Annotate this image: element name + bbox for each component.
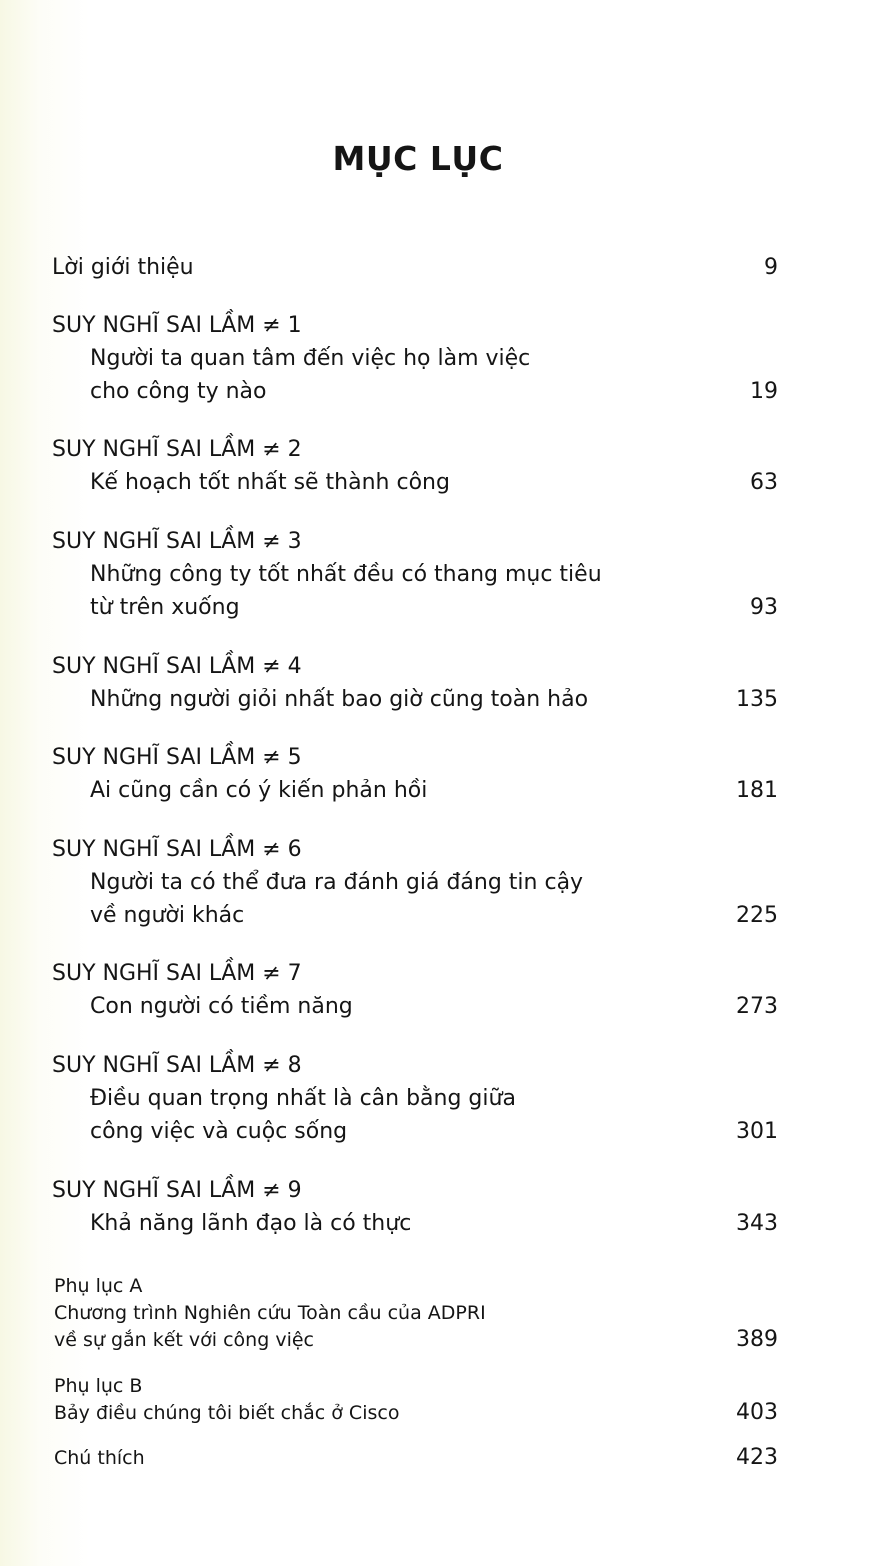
toc-chapter-heading[interactable]: SUY NGHĨ SAI LẦM ≠ 7 — [52, 961, 302, 986]
toc-appendix-title-line[interactable]: Chương trình Nghiên cứu Toàn cầu của ADPRI — [54, 1302, 486, 1324]
toc-page-number: 301 — [736, 1119, 778, 1144]
toc-page-number: 273 — [736, 994, 778, 1019]
toc-appendix-heading[interactable]: Phụ lục A — [54, 1275, 143, 1297]
toc-chapter-title-text: Ai cũng cần có ý kiến phản hồi — [90, 778, 428, 803]
toc-entry-label: Lời giới thiệu — [52, 255, 194, 280]
toc-page-number: 423 — [736, 1445, 778, 1470]
toc-page-number: 9 — [764, 255, 778, 280]
toc-entry-notes[interactable] — [54, 1444, 778, 1472]
toc-chapter-heading[interactable]: SUY NGHĨ SAI LẦM ≠ 3 — [52, 529, 302, 554]
toc-chapter-title-line[interactable] — [90, 592, 778, 624]
toc-appendix-heading[interactable]: Phụ lục B — [54, 1375, 143, 1397]
toc-entry-label: Chú thích — [54, 1447, 145, 1469]
toc-entry-introduction[interactable] — [52, 252, 778, 284]
toc-chapter-title-line[interactable] — [90, 467, 778, 499]
toc-chapter-heading[interactable]: SUY NGHĨ SAI LẦM ≠ 8 — [52, 1053, 302, 1078]
toc-chapter-title-line[interactable]: Người ta có thể đưa ra đánh giá đáng tin cậy — [90, 870, 584, 895]
toc-chapter-title-line[interactable] — [90, 900, 778, 932]
toc-page-number: 389 — [736, 1327, 778, 1352]
toc-chapter-title-line[interactable] — [90, 1116, 778, 1148]
toc-chapter-title-line[interactable]: Người ta quan tâm đến việc họ làm việc — [90, 346, 531, 371]
toc-page-number: 403 — [736, 1400, 778, 1425]
toc-chapter-title-line[interactable] — [90, 376, 778, 408]
toc-chapter-title-line[interactable] — [90, 775, 778, 807]
toc-chapter-title-line[interactable]: Những công ty tốt nhất đều có thang mục tiêu — [90, 562, 602, 587]
toc-chapter-title-line[interactable] — [90, 684, 778, 716]
toc-chapter-heading[interactable]: SUY NGHĨ SAI LẦM ≠ 9 — [52, 1178, 302, 1203]
toc-chapter-heading[interactable]: SUY NGHĨ SAI LẦM ≠ 2 — [52, 437, 302, 462]
toc-page-number: 225 — [736, 903, 778, 928]
toc-chapter-title-line[interactable] — [90, 991, 778, 1023]
toc-chapter-title-line[interactable] — [90, 1208, 778, 1240]
toc-chapter-title-text: Khả năng lãnh đạo là có thực — [90, 1211, 412, 1236]
toc-page-number: 343 — [736, 1211, 778, 1236]
toc-chapter-title-text: Những người giỏi nhất bao giờ cũng toàn hảo — [90, 687, 589, 712]
toc-appendix-title-line[interactable] — [54, 1399, 778, 1427]
toc-page-number: 135 — [736, 687, 778, 712]
toc-chapter-title-text: công việc và cuộc sống — [90, 1119, 348, 1144]
toc-chapter-heading[interactable]: SUY NGHĨ SAI LẦM ≠ 1 — [52, 313, 302, 338]
toc-page-number: 181 — [736, 778, 778, 803]
toc-chapter-title-text: từ trên xuống — [90, 595, 240, 620]
toc-chapter-title-text: cho công ty nào — [90, 379, 267, 404]
toc-chapter-title-text: Kế hoạch tốt nhất sẽ thành công — [90, 470, 450, 495]
toc-page-number: 63 — [750, 470, 778, 495]
toc-chapter-title-text: Con người có tiềm năng — [90, 994, 353, 1019]
page-title: MỤC LỤC — [332, 139, 504, 178]
toc-chapter-heading[interactable]: SUY NGHĨ SAI LẦM ≠ 4 — [52, 654, 302, 679]
toc-chapter-heading[interactable]: SUY NGHĨ SAI LẦM ≠ 5 — [52, 745, 302, 770]
toc-page-number: 93 — [750, 595, 778, 620]
toc-appendix-title-text: về sự gắn kết với công việc — [54, 1329, 314, 1351]
toc-chapter-heading[interactable]: SUY NGHĨ SAI LẦM ≠ 6 — [52, 837, 302, 862]
toc-chapter-title-line[interactable]: Điều quan trọng nhất là cân bằng giữa — [90, 1086, 516, 1111]
toc-page-number: 19 — [750, 379, 778, 404]
toc-appendix-title-text: Bảy điều chúng tôi biết chắc ở Cisco — [54, 1402, 400, 1424]
toc-appendix-title-line[interactable] — [54, 1326, 778, 1354]
toc-chapter-title-text: về người khác — [90, 903, 245, 928]
